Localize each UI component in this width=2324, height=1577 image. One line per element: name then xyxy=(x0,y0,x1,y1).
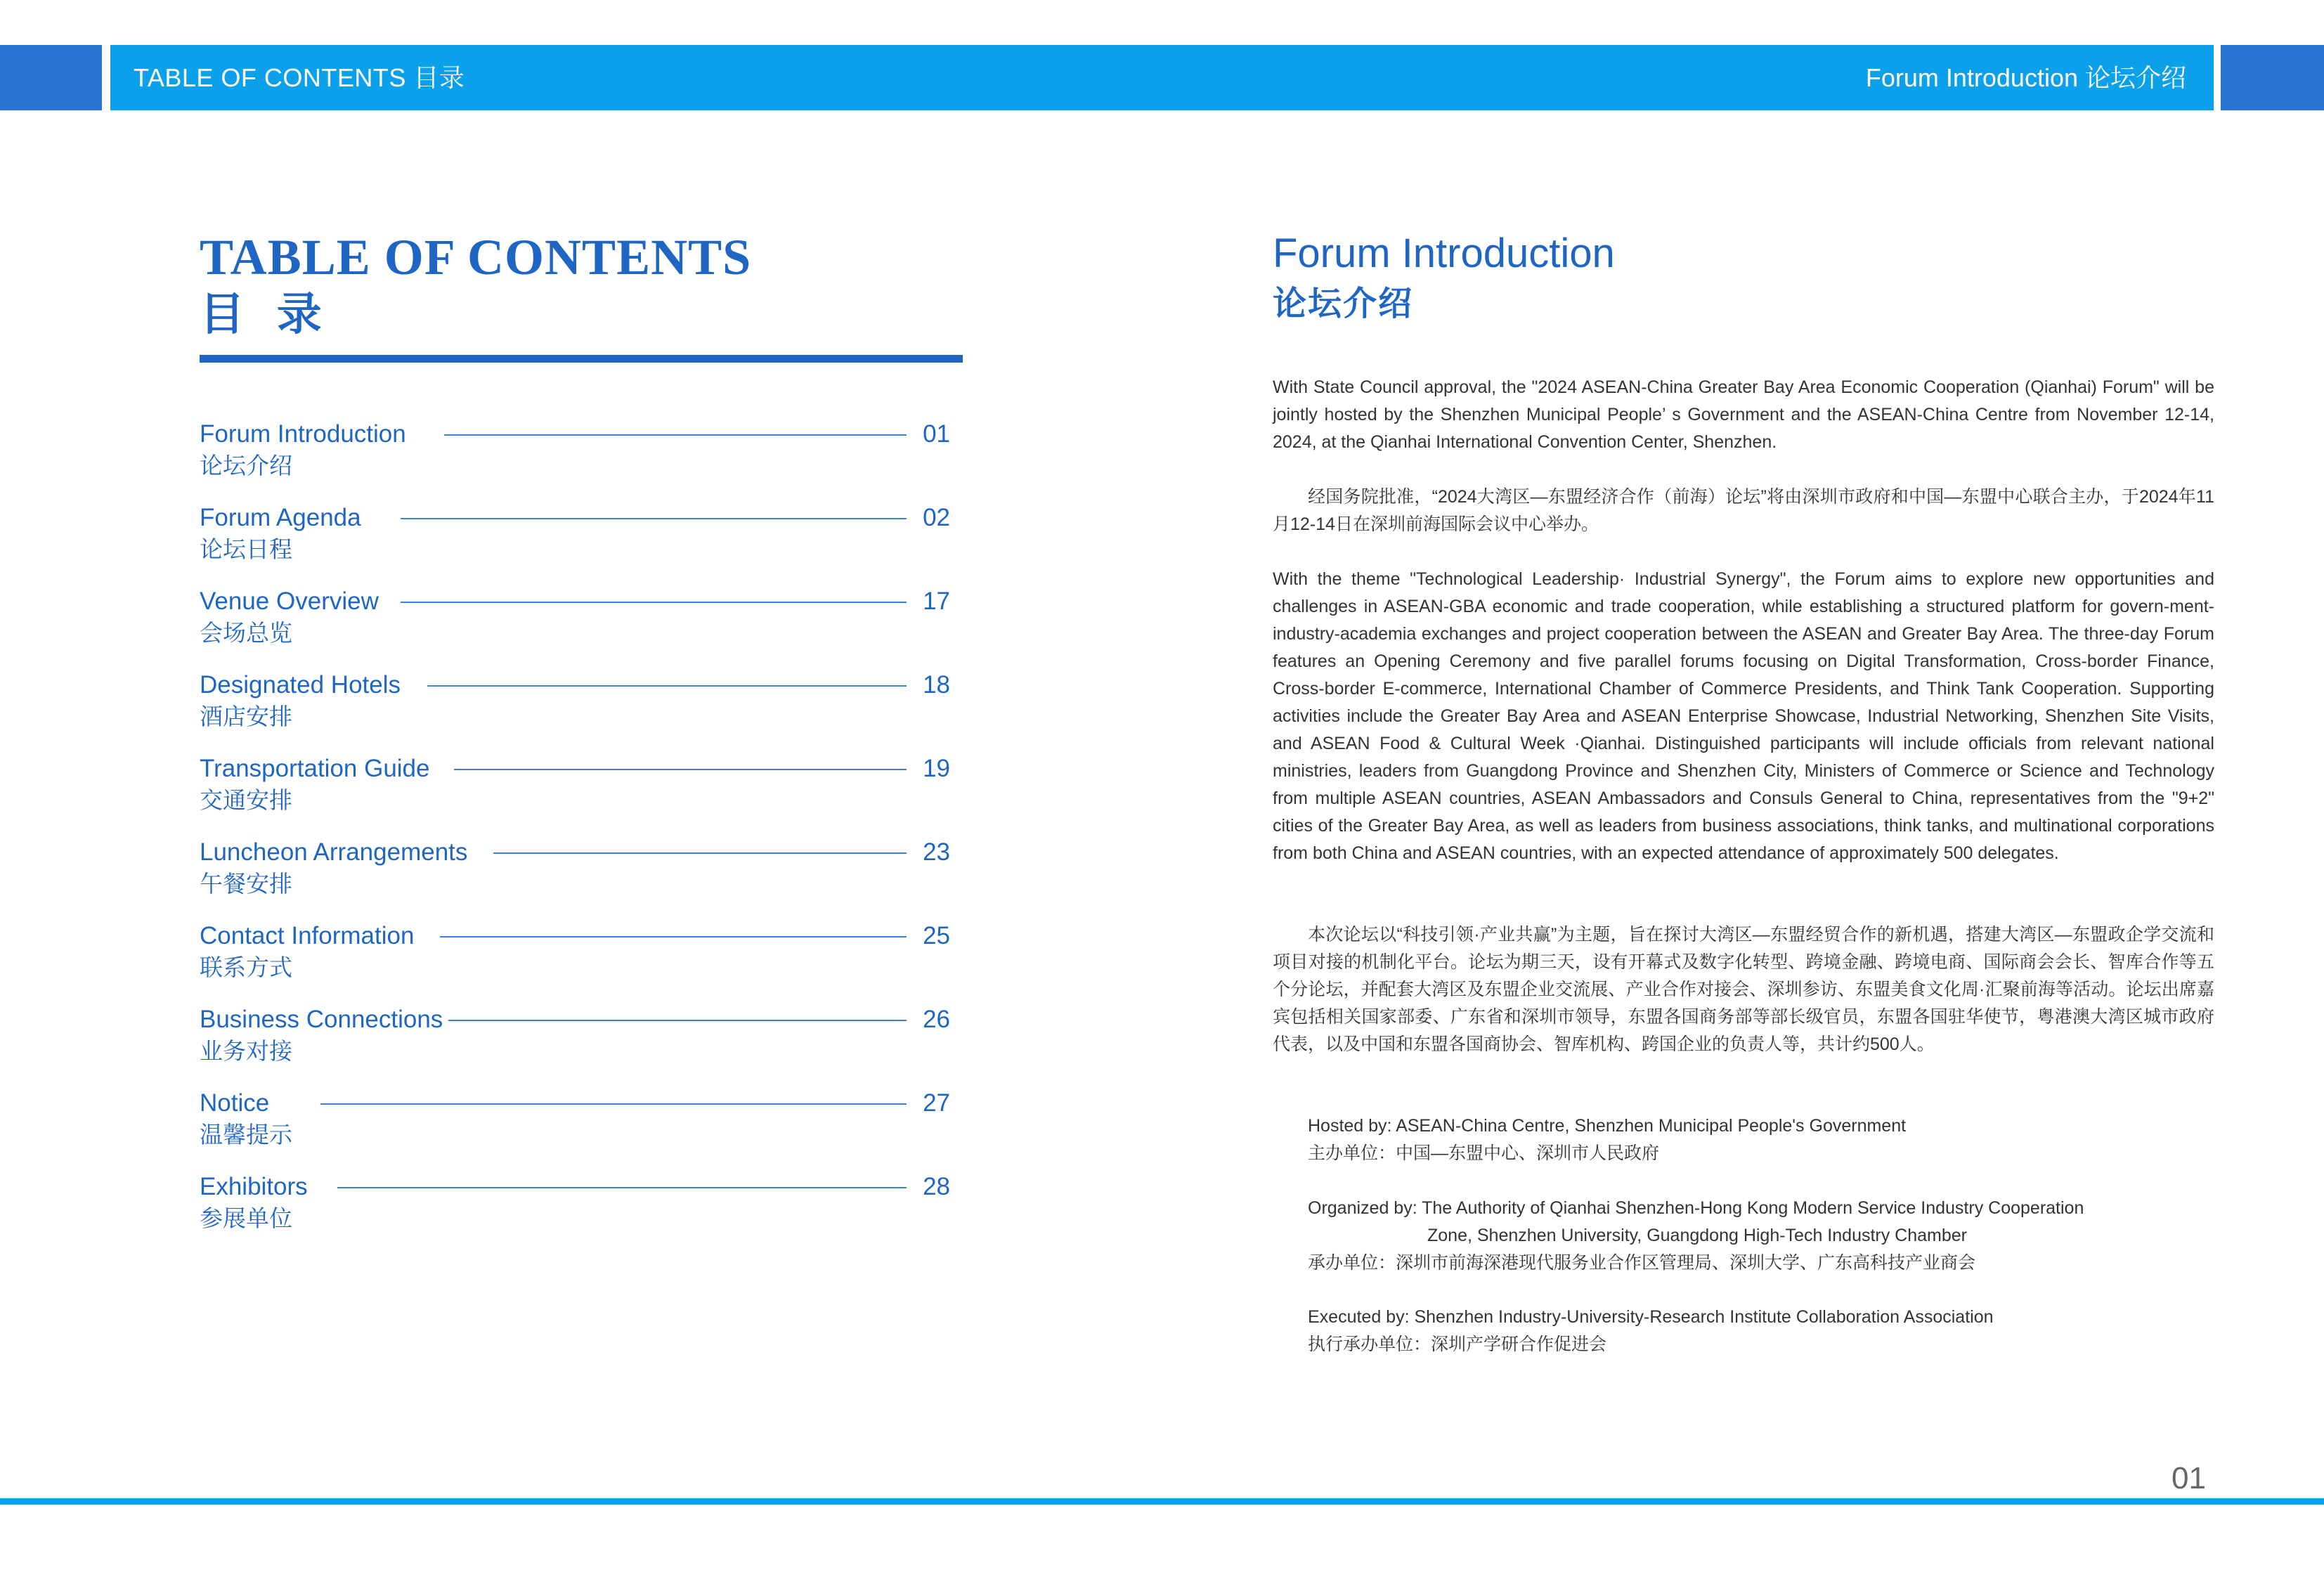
hosted-by-block xyxy=(1308,1112,2214,1167)
toc-entry-label-zh[interactable]: 论坛介绍 xyxy=(200,453,292,479)
footer-rule xyxy=(0,1498,2324,1505)
intro-title-chinese: 论坛介绍 xyxy=(1273,285,1414,323)
toc-entry-designated-hotels[interactable] xyxy=(200,667,950,751)
toc-entry-label-en[interactable]: Transportation Guide xyxy=(200,751,430,787)
toc-entry-label-en[interactable]: Forum Agenda xyxy=(200,500,361,536)
toc-leader-line xyxy=(401,518,907,519)
toc-entry-label-en[interactable]: Forum Introduction xyxy=(200,416,406,453)
toc-entry-page[interactable]: 18 xyxy=(923,671,950,699)
toc-entry-contact-information[interactable] xyxy=(200,918,950,1001)
hosted-by-en: Hosted by: ASEAN-China Centre, Shenzhen Municipal People's Government xyxy=(1308,1116,1907,1136)
organized-by-block xyxy=(1308,1195,2214,1277)
toc-leader-line xyxy=(454,769,907,770)
organized-by-zh: 承办单位：深圳市前海深港现代服务业合作区管理局、深圳大学、广东高科技产业商会 xyxy=(1308,1253,1976,1273)
toc-entry-label-zh[interactable]: 交通安排 xyxy=(200,787,292,813)
toc-entry-page[interactable]: 25 xyxy=(923,922,950,949)
toc-entry-luncheon-arrangements[interactable] xyxy=(200,834,950,918)
toc-entry-label-zh[interactable]: 参展单位 xyxy=(200,1205,292,1231)
toc-entry-page[interactable]: 19 xyxy=(923,755,950,782)
toc-entry-label-zh[interactable]: 论坛日程 xyxy=(200,536,292,562)
toc-entry-label-en[interactable]: Luncheon Arrangements xyxy=(200,834,467,871)
toc-entry-label-en[interactable]: Exhibitors xyxy=(200,1169,308,1205)
toc-entry-forum-agenda[interactable] xyxy=(200,500,950,583)
executed-by-en: Executed by: Shenzhen Industry-University-Research Institute Collaboration Association xyxy=(1308,1307,1994,1327)
toc-list xyxy=(200,416,950,1252)
toc-entry-label-zh[interactable]: 联系方式 xyxy=(200,954,292,980)
header-right-label: Forum Introduction 论坛介绍 xyxy=(1865,63,2186,92)
toc-entry-page[interactable]: 28 xyxy=(923,1173,950,1200)
toc-title-english: TABLE OF CONTENTS xyxy=(200,229,752,285)
toc-entry-page[interactable]: 17 xyxy=(923,588,950,615)
toc-entry-label-en[interactable]: Business Connections xyxy=(200,1001,443,1038)
header-left-accent-block xyxy=(0,45,102,110)
toc-leader-line xyxy=(440,936,907,937)
toc-entry-notice[interactable] xyxy=(200,1085,950,1169)
toc-entry-label-zh[interactable]: 温馨提示 xyxy=(200,1122,292,1148)
toc-leader-line xyxy=(401,602,907,603)
toc-entry-label-en[interactable]: Venue Overview xyxy=(200,583,379,620)
toc-entry-venue-overview[interactable] xyxy=(200,583,950,667)
executed-by-zh: 执行承办单位：深圳产学研合作促进会 xyxy=(1308,1335,1607,1354)
toc-leader-line xyxy=(320,1103,907,1105)
intro-paragraph-1-en: With State Council approval, the "2024 ASEAN-China Greater Bay Area Economic Cooperation (Qianhai) Forum" will be jointly hosted by the Shenzhen Municipal People’ s Government and the ASEAN-China Centre from November 12-14, 2024, at the Qianhai International Convention Center, Shenzhen. xyxy=(1273,377,2214,452)
header-left-label: TABLE OF CONTENTS 目录 xyxy=(134,63,465,92)
executed-by-block xyxy=(1308,1304,2214,1358)
header-right-accent-block xyxy=(2221,45,2324,110)
toc-entry-label-zh[interactable]: 会场总览 xyxy=(200,620,292,646)
toc-entry-page[interactable]: 23 xyxy=(923,838,950,866)
toc-entry-label-zh[interactable]: 业务对接 xyxy=(200,1038,292,1064)
intro-paragraph-2-zh: 本次论坛以“科技引领·产业共赢”为主题，旨在探讨大湾区—东盟经贸合作的新机遇，搭建大湾区—东盟政企学交流和项目对接的机制化平台。论坛为期三天，设有开幕式及数字化转型、跨境金融、跨境电商、国际商会会长、智库合作等五个分论坛，并配套大湾区及东盟企业交流展、产业合作对接会、深圳参访、东盟美食文化周·汇聚前海等活动。论坛出席嘉宾包括相关国家部委、广东省和深圳市领导，东盟各国商务部等部长级官员，东盟各国驻华使节，粤港澳大湾区城市政府代表，以及中国和东盟各国商协会、智库机构、跨国企业的负责人等，共计约500人。 xyxy=(1273,925,2214,1054)
toc-leader-line xyxy=(493,852,907,854)
organized-by-en-line2: Zone, Shenzhen University, Guangdong High-Tech Industry Chamber xyxy=(1427,1226,1968,1245)
intro-paragraph-1-zh: 经国务院批准，“2024大湾区—东盟经济合作（前海）论坛”将由深圳市政府和中国—东盟中心联合主办，于2024年11月12-14日在深圳前海国际会议中心举办。 xyxy=(1273,487,2214,534)
toc-leader-line xyxy=(444,434,907,436)
intro-title-english: Forum Introduction xyxy=(1273,231,1615,276)
toc-leader-line xyxy=(448,1020,907,1021)
toc-entry-exhibitors[interactable] xyxy=(200,1169,950,1252)
toc-title-chinese: 目 录 xyxy=(200,289,332,339)
toc-entry-page[interactable]: 02 xyxy=(923,504,950,531)
toc-entry-page[interactable]: 26 xyxy=(923,1006,950,1033)
toc-entry-label-zh[interactable]: 午餐安排 xyxy=(200,871,292,897)
hosted-by-zh: 主办单位：中国—东盟中心、深圳市人民政府 xyxy=(1308,1143,1660,1163)
toc-entry-transportation-guide[interactable] xyxy=(200,751,950,834)
toc-leader-line xyxy=(337,1187,907,1188)
toc-entry-label-en[interactable]: Designated Hotels xyxy=(200,667,401,703)
toc-entry-page[interactable]: 01 xyxy=(923,420,950,448)
toc-entry-forum-introduction[interactable] xyxy=(200,416,950,500)
toc-entry-business-connections[interactable] xyxy=(200,1001,950,1085)
organized-by-en-line1: Organized by: The Authority of Qianhai Shenzhen-Hong Kong Modern Service Industry Cooperation xyxy=(1308,1198,2084,1218)
page-number: 01 xyxy=(2172,1461,2206,1495)
toc-title-underline xyxy=(200,355,963,363)
toc-leader-line xyxy=(427,685,907,687)
toc-entry-label-en[interactable]: Notice xyxy=(200,1085,269,1122)
toc-entry-page[interactable]: 27 xyxy=(923,1089,950,1117)
toc-entry-label-zh[interactable]: 酒店安排 xyxy=(200,703,292,729)
intro-paragraph-2-en: With the theme "Technological Leadership· Industrial Synergy", the Forum aims to explore new opportunities and challenges in ASEAN-GBA economic and trade cooperation, while establishing a structured platform for govern-ment-industry-academia exchanges and project cooperation between the ASEAN and Greater Bay Area. The three-day Forum features an Opening Ceremony and five parallel forums focusing on Digital Transformation, Cross-border Finance, Cross-border E-commerce, International Chamber of Commerce Presidents, and Think Tank Cooperation. Supporting activities include the Greater Bay Area and ASEAN Enterprise Showcase, Industrial Networking, Shenzhen Site Visits, and ASEAN Food & Cultural Week ·Qianhai. Distinguished participants will include officials from relevant national ministries, leaders from Guangdong Province and Shenzhen City, Ministers of Commerce or Science and Technology from multiple ASEAN countries, ASEAN Ambassadors and Consuls General to China, representatives from the "9+2" cities of the Greater Bay Area, as well as leaders from business associations, think tanks, and multinational corporations from both China and ASEAN countries, with an expected attendance of approximately 500 delegates. xyxy=(1273,569,2214,863)
toc-entry-label-en[interactable]: Contact Information xyxy=(200,918,414,954)
